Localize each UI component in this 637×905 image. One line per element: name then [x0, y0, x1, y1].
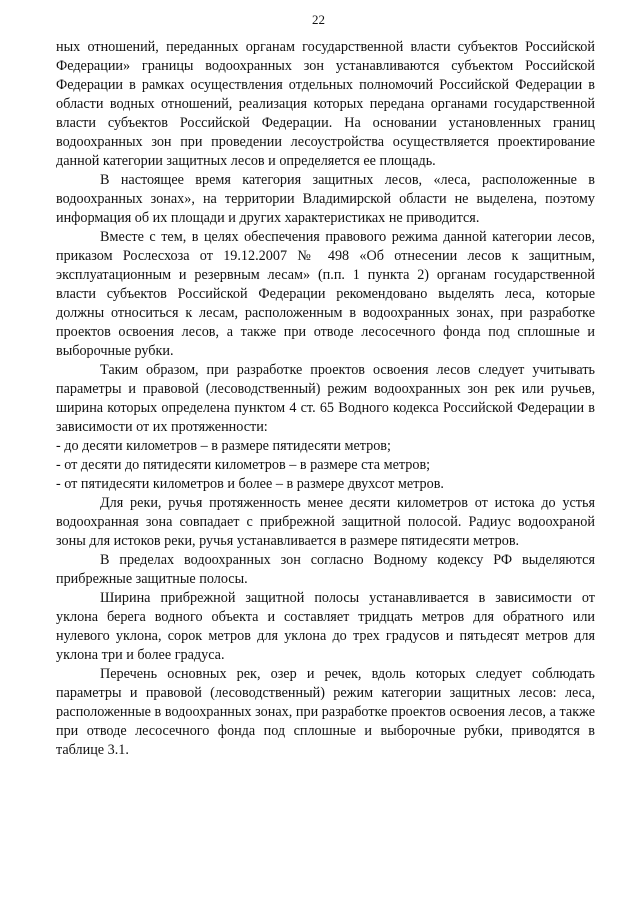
paragraph: Ширина прибрежной защитной полосы устанавливается в зависимости от уклона берега водного объекта и составляет тридцать метров для обратного или нулевого уклона, сорок метров для уклона до трех градусов и пятьдесят метров для уклона три и более градуса.: [56, 590, 595, 663]
paragraph: Для реки, ручья протяженность менее десяти километров от истока до устья водоохранная зона совпадает с прибрежной защитной полосой. Радиус водоохраной зоны для истоков реки, ручья устанавливается в размере пятидесяти метров.: [56, 495, 595, 549]
list-item: - от десяти до пятидесяти километров – в размере ста метров;: [56, 457, 431, 473]
document-body: [56, 38, 595, 760]
paragraph: Таким образом, при разработке проектов освоения лесов следует учитывать параметры и правовой (лесоводственный) режим водоохранных зон рек или ручьев, ширина которых определена пунктом 4 ст. 65 Водного кодекса Российской Федерации в зависимости от их протяженности:: [56, 362, 595, 435]
list-item: - до десяти километров – в размере пятидесяти метров;: [56, 438, 391, 454]
paragraph: Перечень основных рек, озер и речек, вдоль которых следует соблюдать параметры и правовой (лесоводственный) режим категории защитных лесов: леса, расположенные в водоохранных зонах, при разработке проектов освоения лесов, а также при отводе лесосечного фонда под сплошные и выборочные рубки, приводятся в таблице 3.1.: [56, 666, 595, 758]
page-number: 22: [312, 12, 325, 27]
paragraph: В настоящее время категория защитных лесов, «леса, расположенные в водоохранных зонах», на территории Владимирской области не выделена, поэтому информация об их площади и других характеристиках не приводится.: [56, 172, 595, 226]
paragraph: В пределах водоохранных зон согласно Водному кодексу РФ выделяются прибрежные защитные полосы.: [56, 552, 595, 587]
paragraph-continued: ных отношений, переданных органам государственной власти субъектов Российской Федерации» границы водоохранных зон устанавливаются субъектом Российской Федерации в рамках осуществления отдельных полномочий Российской Федерации в области водных отношений, реализация которых передана органами государственной власти субъектов Российской Федерации. На основании установленных границ водоохранных зон при проведении лесоустройства осуществляется проектирование данной категории защитных лесов и определяется ее площадь.: [56, 39, 595, 169]
list-item: - от пятидесяти километров и более – в размере двухсот метров.: [56, 476, 444, 492]
distance-list: [56, 437, 595, 494]
paragraph: Вместе с тем, в целях обеспечения правового режима данной категории лесов, приказом Рослесхоза от 19.12.2007 № 498 «Об отнесении лесов к защитным, эксплуатационным и резервным лесам» (п.п. 1 пункта 2) органам государственной власти субъектов Российской Федерации рекомендовано выделять леса, которые должны относиться к лесам, расположенным в водоохранных зонах, при разработке проектов освоения лесов, а также при отводе лесосечного фонда под сплошные и выборочные рубки.: [56, 229, 595, 359]
